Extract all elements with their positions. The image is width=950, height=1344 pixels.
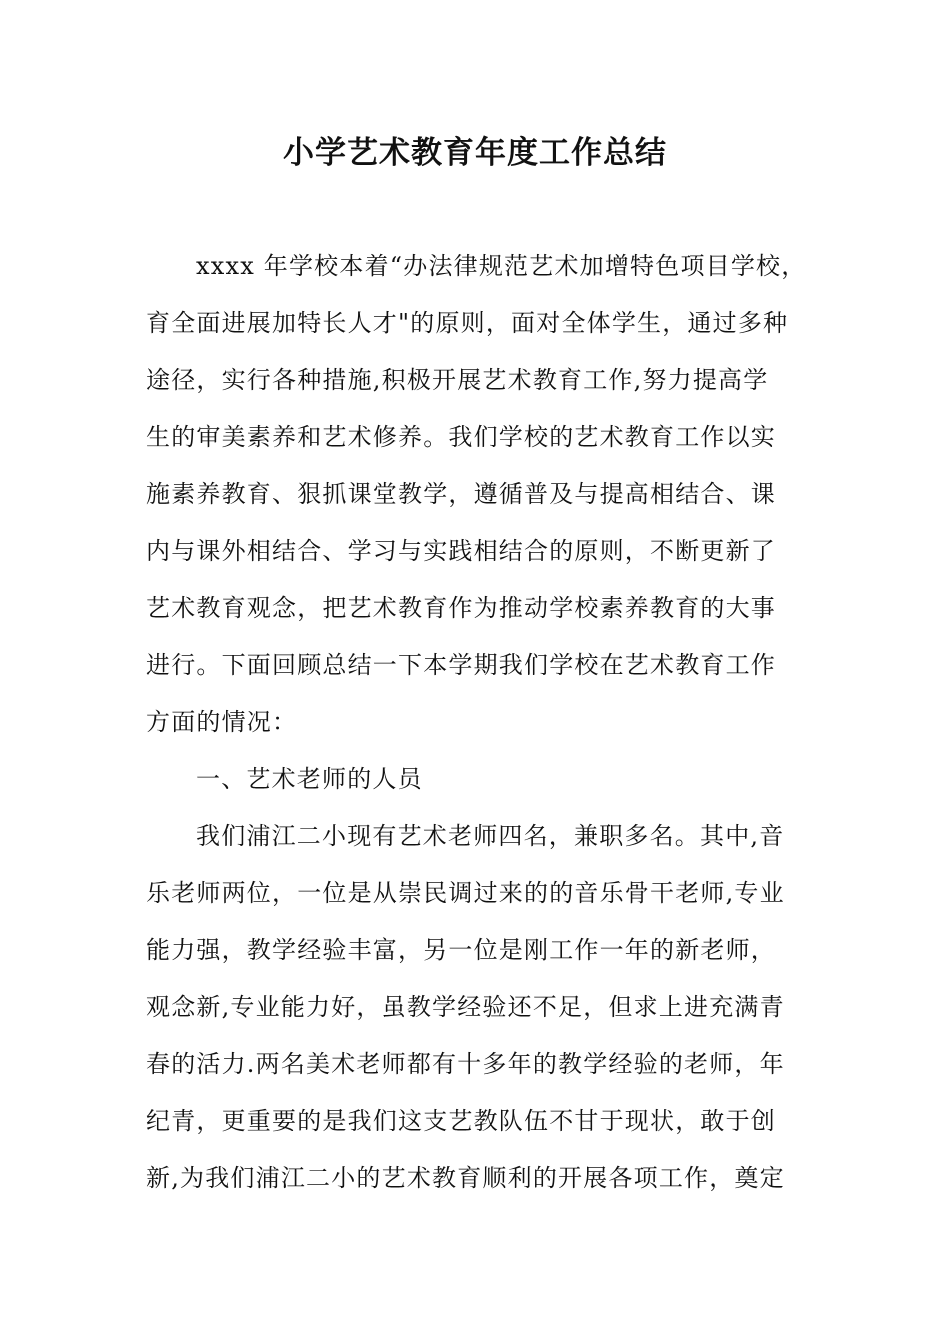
paragraph-line: 观念新,专业能力好，虽教学经验还不足，但求上进充满青	[146, 993, 785, 1021]
paragraph-line: 施素养教育、狠抓课堂教学，遵循普及与提高相结合、课	[146, 480, 776, 508]
paragraph-line: 途径，实行各种措施,积极开展艺术教育工作,努力提高学	[146, 366, 769, 394]
document-title: 小学艺术教育年度工作总结	[283, 135, 667, 171]
paragraph-line: 生的审美素养和艺术修养。我们学校的艺术教育工作以实	[146, 423, 776, 451]
paragraph-line: 能力强，教学经验丰富，另一位是刚工作一年的新老师，	[146, 936, 776, 964]
paragraph-line: 艺术教育观念，把艺术教育作为推动学校素养教育的大事	[146, 594, 776, 622]
paragraph-line: 乐老师两位，一位是从崇民调过来的的音乐骨干老师,专业	[146, 879, 785, 907]
section-heading: 一、艺术老师的人员	[196, 765, 423, 793]
paragraph-line: 纪青，更重要的是我们这支艺教队伍不甘于现状，敢于创	[146, 1107, 776, 1135]
paragraph-line: 内与课外相结合、学习与实践相结合的原则，不断更新了	[146, 537, 776, 565]
paragraph-line: 育全面进展加特长人才"的原则，面对全体学生，通过多种	[146, 309, 789, 337]
paragraph-line: 方面的情况：	[146, 708, 298, 736]
paragraph-line: 我们浦江二小现有艺术老师四名，兼职多名。其中,音	[196, 822, 785, 850]
paragraph-line: 春的活力.两名美术老师都有十多年的教学经验的老师，年	[146, 1050, 785, 1078]
paragraph-line: 新,为我们浦江二小的艺术教育顺利的开展各项工作，奠定	[146, 1164, 785, 1192]
paragraph-line: 进行。下面回顾总结一下本学期我们学校在艺术教育工作	[146, 651, 776, 679]
paragraph-line: xxxx 年学校本着“办法律规范艺术加增特色项目学校，	[196, 252, 807, 280]
